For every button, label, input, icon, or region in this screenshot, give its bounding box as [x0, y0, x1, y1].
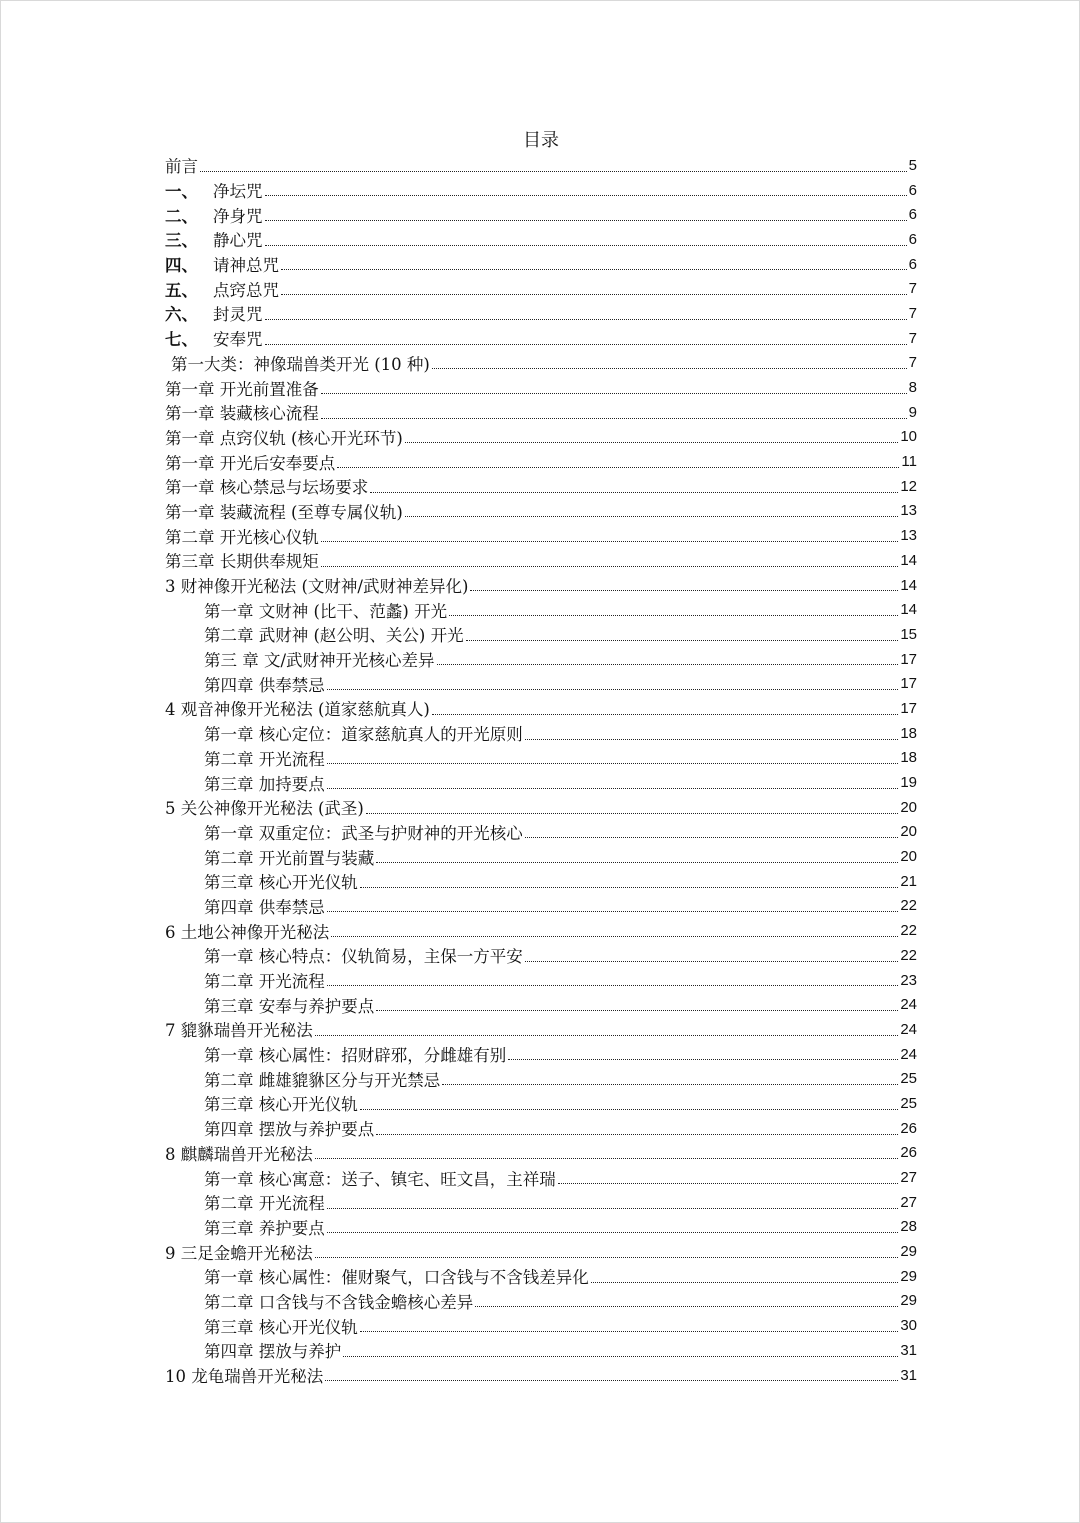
dot-leader [281, 268, 907, 270]
dot-leader [591, 1281, 899, 1283]
toc-entry[interactable] [165, 425, 917, 450]
dot-leader [370, 491, 898, 493]
toc-entry-page-number: 22 [900, 922, 917, 940]
dot-leader [376, 1009, 898, 1011]
toc-entry[interactable] [165, 1338, 917, 1363]
toc-entry-number: 四、 [165, 256, 198, 276]
toc-entry-page-number: 23 [900, 971, 917, 989]
dot-leader [265, 194, 907, 196]
toc-entry[interactable] [165, 1190, 917, 1215]
toc-entry-page-number: 14 [900, 551, 917, 569]
toc-entry-page-number: 8 [908, 379, 917, 397]
dot-leader [327, 762, 899, 764]
dot-leader [437, 663, 899, 665]
toc-entry-page-number: 26 [900, 1119, 917, 1137]
toc-entry-label: 第一大类：神像瑞兽类开光 (10 种) [171, 354, 430, 374]
toc-entry-label: 第一章 核心禁忌与坛场要求 [165, 478, 369, 498]
dot-leader [200, 170, 907, 172]
dot-leader [470, 589, 898, 591]
toc-entry-label: 第一章 装藏流程 (至尊专属仪轨) [165, 502, 403, 522]
toc-entry-page-number: 29 [900, 1243, 917, 1261]
dot-leader [525, 960, 899, 962]
toc-entry[interactable] [165, 153, 917, 178]
toc-entry[interactable] [165, 918, 917, 943]
toc-entry-page-number: 7 [908, 304, 917, 322]
toc-entry-page-number: 31 [900, 1366, 917, 1384]
toc-entry-label: 第三章 核心开光仪轨 [204, 1095, 358, 1115]
toc-entry-page-number: 31 [900, 1341, 917, 1359]
toc-entry[interactable] [165, 1239, 917, 1264]
toc-entry-label: 第一章 点窍仪轨 (核心开光环节) [165, 428, 403, 448]
toc-entry-label: 静心咒 [213, 231, 263, 251]
toc-entry-label: 6 土地公神像开光秘法 [165, 922, 330, 942]
toc-entry-page-number: 20 [900, 823, 917, 841]
toc-entry-page-number: 21 [900, 872, 917, 890]
dot-leader [432, 713, 898, 715]
dot-leader [327, 787, 899, 789]
dot-leader [315, 1157, 899, 1159]
toc-entry[interactable] [165, 178, 917, 203]
toc-entry-number: 七、 [165, 330, 198, 350]
toc-entry[interactable] [165, 400, 917, 425]
toc-entry-label: 净身咒 [213, 206, 263, 226]
toc-entry-page-number: 14 [900, 576, 917, 594]
dot-leader [525, 836, 899, 838]
toc-entry[interactable] [165, 548, 917, 573]
toc-entry-label: 8 麒麟瑞兽开光秘法 [165, 1144, 313, 1164]
toc-entry[interactable] [165, 992, 917, 1017]
dot-leader [508, 1058, 898, 1060]
toc-entry[interactable] [165, 1091, 917, 1116]
toc-entry[interactable] [165, 252, 917, 277]
toc-entry-label: 第一章 核心属性：招财辟邪，分雌雄有别 [204, 1046, 507, 1066]
toc-entry-label: 7 貔貅瑞兽开光秘法 [165, 1021, 313, 1041]
toc-entry[interactable] [165, 449, 917, 474]
toc-entry[interactable] [165, 1165, 917, 1190]
toc-entry-page-number: 10 [900, 428, 917, 446]
dot-leader [405, 515, 898, 517]
toc-entry-label: 安奉咒 [213, 330, 263, 350]
toc-entry-page-number: 22 [900, 946, 917, 964]
toc-entry[interactable] [165, 202, 917, 227]
toc-entry-label: 请神总咒 [213, 256, 279, 276]
dot-leader [449, 614, 898, 616]
toc-entry-label: 9 三足金蟾开光秘法 [165, 1243, 313, 1263]
toc-entry-page-number: 19 [900, 774, 917, 792]
toc-entry-page-number: 30 [900, 1317, 917, 1335]
toc-entry[interactable] [165, 301, 917, 326]
toc-entry-page-number: 6 [908, 230, 917, 248]
dot-leader [327, 1231, 899, 1233]
toc-entry-label: 第一章 文财神 (比干、范蠡) 开光 [204, 601, 448, 621]
toc-entry-page-number: 13 [900, 502, 917, 520]
toc-entry[interactable] [165, 1363, 917, 1388]
dot-leader [265, 318, 907, 320]
toc-entry-label: 第一章 核心定位：道家慈航真人的开光原则 [204, 725, 523, 745]
toc-entry-page-number: 6 [908, 255, 917, 273]
toc-entry-label: 4 观音神像开光秘法 (道家慈航真人) [165, 700, 430, 720]
toc-entry-label: 第二章 武财神 (赵公明、关公) 开光 [204, 626, 464, 646]
toc-entry[interactable] [165, 696, 917, 721]
toc-entry[interactable] [165, 943, 917, 968]
dot-leader [321, 392, 907, 394]
dot-leader [265, 219, 907, 221]
toc-entry-page-number: 20 [900, 798, 917, 816]
toc-entry-label: 第三章 养护要点 [204, 1218, 325, 1238]
toc-entry[interactable] [165, 671, 917, 696]
dot-leader [321, 540, 899, 542]
dot-leader [442, 1083, 898, 1085]
dot-leader [315, 1034, 899, 1036]
dot-leader [327, 910, 899, 912]
dot-leader [281, 293, 907, 295]
dot-leader [475, 1305, 898, 1307]
dot-leader [327, 984, 899, 986]
dot-leader [366, 812, 898, 814]
toc-entry[interactable] [165, 746, 917, 771]
toc-entry-page-number: 28 [900, 1218, 917, 1236]
dot-leader [376, 861, 898, 863]
dot-leader [466, 639, 899, 641]
toc-entry-page-number: 7 [908, 280, 917, 298]
toc-entry-page-number: 6 [908, 181, 917, 199]
toc-entry-page-number: 26 [900, 1144, 917, 1162]
toc-entry-page-number: 15 [900, 625, 917, 643]
toc-entry[interactable] [165, 474, 917, 499]
toc-entry[interactable] [165, 1116, 917, 1141]
toc-entry-label: 第三章 核心开光仪轨 [204, 1317, 358, 1337]
toc-entry-page-number: 5 [908, 156, 917, 174]
toc-entry-label: 第一章 装藏核心流程 [165, 404, 319, 424]
toc-entry-label: 第三章 长期供奉规矩 [165, 552, 319, 572]
toc-entry[interactable] [165, 968, 917, 993]
toc-entry-page-number: 22 [900, 897, 917, 915]
toc-entry-label: 第二章 雌雄貔貅区分与开光禁忌 [204, 1070, 441, 1090]
toc-entry[interactable] [165, 1289, 917, 1314]
toc-entry-page-number: 24 [900, 1020, 917, 1038]
toc-entry[interactable] [165, 721, 917, 746]
toc-entry-label: 净坛咒 [213, 182, 263, 202]
toc-entry-page-number: 25 [900, 1070, 917, 1088]
toc-entry-page-number: 7 [908, 329, 917, 347]
toc-entry-page-number: 17 [900, 675, 917, 693]
dot-leader [321, 417, 907, 419]
table-of-contents [165, 153, 917, 1387]
toc-entry-label: 第二章 开光流程 [204, 972, 325, 992]
toc-entry-page-number: 25 [900, 1094, 917, 1112]
toc-entry[interactable] [165, 1313, 917, 1338]
dot-leader [558, 1182, 899, 1184]
toc-entry-label: 第一章 开光前置准备 [165, 379, 319, 399]
toc-entry-label: 第二章 开光流程 [204, 1194, 325, 1214]
dot-leader [405, 441, 898, 443]
toc-entry-page-number: 27 [900, 1169, 917, 1187]
dot-leader [432, 367, 907, 369]
toc-entry[interactable] [165, 1141, 917, 1166]
toc-entry-label: 第二章 开光流程 [204, 749, 325, 769]
toc-entry[interactable] [165, 647, 917, 672]
toc-entry-label: 第三 章 文/武财神开光核心差异 [204, 651, 435, 671]
toc-entry-label: 第一章 双重定位：武圣与护财神的开光核心 [204, 823, 523, 843]
toc-entry[interactable] [165, 597, 917, 622]
toc-entry-label: 5 关公神像开光秘法 (武圣) [165, 799, 364, 819]
toc-entry-label: 第二章 口含钱与不含钱金蟾核心差异 [204, 1292, 474, 1312]
dot-leader [343, 1355, 898, 1357]
toc-entry-label: 第四章 摆放与养护要点 [204, 1120, 375, 1140]
toc-entry-label: 第三章 核心开光仪轨 [204, 873, 358, 893]
toc-entry[interactable] [165, 1215, 917, 1240]
dot-leader [360, 886, 899, 888]
toc-entry-number: 一、 [165, 182, 198, 202]
toc-entry-page-number: 27 [900, 1193, 917, 1211]
toc-entry-label: 封灵咒 [213, 305, 263, 325]
toc-entry-label: 第一章 核心属性：催财聚气，口含钱与不含钱差异化 [204, 1268, 589, 1288]
toc-entry-page-number: 9 [908, 403, 917, 421]
toc-entry-page-number: 29 [900, 1292, 917, 1310]
dot-leader [265, 343, 907, 345]
toc-entry-label: 第四章 供奉禁忌 [204, 897, 325, 917]
dot-leader [327, 688, 899, 690]
toc-entry[interactable] [165, 894, 917, 919]
toc-entry-label: 第三章 加持要点 [204, 774, 325, 794]
toc-entry[interactable] [165, 770, 917, 795]
toc-entry-label: 第二章 开光核心仪轨 [165, 527, 319, 547]
toc-entry[interactable] [165, 1066, 917, 1091]
toc-entry-number: 五、 [165, 280, 198, 300]
toc-entry-label: 第三章 安奉与养护要点 [204, 996, 375, 1016]
toc-entry[interactable] [165, 1264, 917, 1289]
toc-entry-number: 三、 [165, 231, 198, 251]
toc-entry[interactable] [165, 622, 917, 647]
toc-entry-page-number: 18 [900, 724, 917, 742]
toc-entry-label: 前言 [165, 157, 198, 177]
toc-entry-label: 3 财神像开光秘法 (文财神/武财神差异化) [165, 577, 469, 597]
toc-entry[interactable] [165, 499, 917, 524]
toc-entry-label: 第二章 开光前置与装藏 [204, 848, 375, 868]
toc-entry-page-number: 18 [900, 749, 917, 767]
toc-entry-label: 点窍总咒 [213, 280, 279, 300]
toc-entry[interactable] [165, 523, 917, 548]
toc-entry-page-number: 24 [900, 996, 917, 1014]
toc-entry[interactable] [165, 820, 917, 845]
toc-entry[interactable] [165, 869, 917, 894]
toc-entry-page-number: 11 [901, 453, 917, 471]
toc-entry-number: 二、 [165, 206, 198, 226]
toc-entry-page-number: 14 [900, 601, 917, 619]
dot-leader [525, 738, 899, 740]
dot-leader [265, 244, 907, 246]
toc-entry[interactable] [165, 1042, 917, 1067]
toc-entry-label: 第四章 供奉禁忌 [204, 675, 325, 695]
toc-entry-page-number: 13 [900, 527, 917, 545]
toc-title: 目录 [523, 130, 559, 151]
toc-entry-label: 第一章 核心寓意：送子、镇宅、旺文昌，主祥瑞 [204, 1169, 556, 1189]
toc-entry-label: 第一章 核心特点：仪轨简易，主保一方平安 [204, 947, 523, 967]
toc-entry[interactable] [165, 227, 917, 252]
toc-entry[interactable] [165, 573, 917, 598]
dot-leader [331, 935, 898, 937]
toc-entry-page-number: 17 [900, 650, 917, 668]
toc-entry-label: 第四章 摆放与养护 [204, 1342, 342, 1362]
dot-leader [325, 1379, 898, 1381]
dot-leader [360, 1330, 899, 1332]
toc-entry-label: 第一章 开光后安奉要点 [165, 453, 336, 473]
toc-entry-page-number: 29 [900, 1267, 917, 1285]
dot-leader [321, 565, 899, 567]
toc-entry[interactable] [165, 326, 917, 351]
dot-leader [327, 1207, 899, 1209]
toc-entry[interactable] [165, 351, 917, 376]
toc-entry[interactable] [165, 844, 917, 869]
toc-entry-page-number: 12 [900, 477, 917, 495]
toc-entry-page-number: 17 [900, 699, 917, 717]
dot-leader [337, 466, 899, 468]
dot-leader [315, 1256, 899, 1258]
toc-entry-number: 六、 [165, 305, 198, 325]
toc-entry-page-number: 20 [900, 848, 917, 866]
toc-entry-label: 10 龙龟瑞兽开光秘法 [165, 1367, 324, 1387]
dot-leader [360, 1108, 899, 1110]
toc-entry-page-number: 6 [908, 206, 917, 224]
toc-entry[interactable] [165, 1017, 917, 1042]
toc-entry[interactable] [165, 375, 917, 400]
dot-leader [376, 1133, 898, 1135]
toc-entry-page-number: 24 [900, 1045, 917, 1063]
toc-entry[interactable] [165, 276, 917, 301]
toc-entry[interactable] [165, 795, 917, 820]
toc-entry-page-number: 7 [908, 354, 917, 372]
